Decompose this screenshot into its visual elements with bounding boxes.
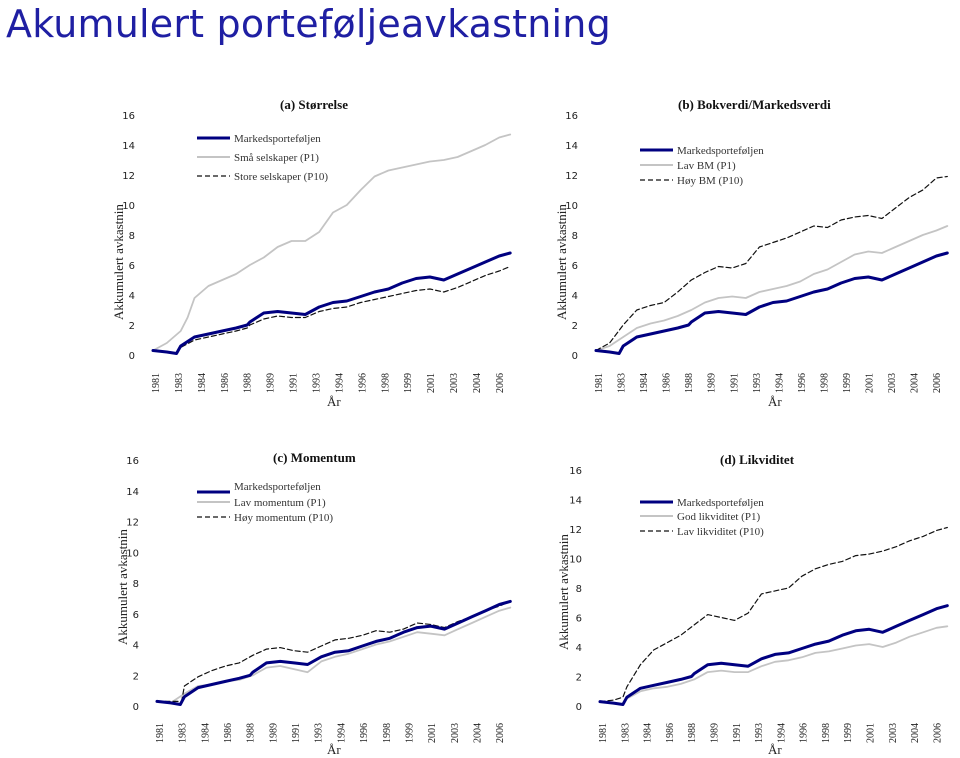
x-tick-label: 1996 <box>796 373 808 393</box>
x-tick-label: 2006 <box>932 723 944 743</box>
x-tick-label: 1993 <box>311 373 323 393</box>
x-tick-label: 2004 <box>472 373 484 393</box>
y-tick-label: 12 <box>565 171 578 182</box>
x-tick-label: 1996 <box>357 373 369 393</box>
y-tick-label: 16 <box>565 111 578 122</box>
chart-title: (d) Likviditet <box>720 452 795 467</box>
x-tick-label: 1996 <box>798 723 810 743</box>
legend-label: Markedsporteføljen <box>677 145 764 157</box>
x-tick-label: 1989 <box>706 373 718 393</box>
x-tick-label: 2003 <box>449 373 461 393</box>
x-tick-label: 2006 <box>494 373 506 393</box>
y-tick-label: 2 <box>575 672 582 684</box>
series-line-market <box>153 253 510 354</box>
y-tick-label: 14 <box>122 141 135 152</box>
x-tick-label: 2001 <box>865 723 877 743</box>
legend-label: Lav momentum (P1) <box>234 497 326 509</box>
x-tick-label: 1989 <box>265 373 277 393</box>
legend-label: God likviditet (P1) <box>677 511 761 523</box>
x-tick-label: 1986 <box>661 373 673 393</box>
y-tick-label: 8 <box>132 579 139 590</box>
x-tick-label: 1994 <box>334 373 346 393</box>
chart-title: (a) Størrelse <box>280 97 348 112</box>
y-tick-label: 10 <box>569 554 582 566</box>
legend-label: Små selskaper (P1) <box>234 152 319 164</box>
x-tick-label: 1998 <box>381 723 393 743</box>
series-line-market <box>157 601 510 704</box>
y-axis-label-group <box>115 529 130 645</box>
x-tick-label: 2004 <box>910 723 922 743</box>
page-title: Akumulert porteføljeavkastning <box>6 2 611 46</box>
y-tick-label: 4 <box>128 291 135 302</box>
x-tick-label: 1988 <box>242 373 254 393</box>
y-tick-label: 0 <box>571 351 578 362</box>
x-tick-label: 1993 <box>313 723 325 743</box>
x-tick-label: 1981 <box>155 723 166 743</box>
legend-label: Store selskaper (P10) <box>234 171 329 183</box>
y-axis-ticks <box>569 466 582 713</box>
series-group <box>157 601 510 704</box>
y-tick-label: 0 <box>575 702 582 713</box>
x-tick-label: 1986 <box>219 373 231 393</box>
x-axis-label: År <box>327 394 341 409</box>
y-tick-label: 2 <box>132 671 139 683</box>
chart-panel-b <box>548 90 960 415</box>
x-tick-label: 2001 <box>427 723 439 743</box>
legend-label: Lav likviditet (P10) <box>677 526 764 538</box>
y-axis-label: Akkumulert avkastnin <box>111 204 126 320</box>
y-axis-label: Akkumulert avkastnin <box>115 529 130 645</box>
x-tick-label: 1986 <box>223 723 235 743</box>
legend-label: Lav BM (P1) <box>677 160 736 172</box>
y-tick-label: 16 <box>569 466 582 477</box>
series-line-market <box>596 253 947 354</box>
x-tick-label: 1998 <box>819 373 831 393</box>
series-line-light <box>153 135 510 351</box>
x-tick-label: 1983 <box>177 723 189 743</box>
x-tick-label: 1999 <box>843 723 855 743</box>
x-tick-label: 1994 <box>336 723 348 743</box>
x-tick-label: 2004 <box>909 373 921 393</box>
x-tick-label: 1986 <box>664 723 676 743</box>
x-tick-label: 2006 <box>495 723 507 743</box>
x-tick-label: 1988 <box>684 373 696 393</box>
x-tick-label: 1994 <box>774 373 786 393</box>
y-tick-label: 2 <box>128 321 135 332</box>
x-tick-label: 2004 <box>472 723 484 743</box>
y-tick-label: 16 <box>122 111 135 122</box>
y-tick-label: 10 <box>122 201 135 212</box>
x-tick-label: 1981 <box>151 373 162 393</box>
y-tick-label: 12 <box>122 171 135 182</box>
y-tick-label: 8 <box>575 584 582 595</box>
x-tick-label: 1983 <box>620 723 632 743</box>
x-tick-label: 1983 <box>616 373 628 393</box>
y-tick-label: 4 <box>132 640 139 652</box>
chart-title: (b) Bokverdi/Markedsverdi <box>678 97 831 112</box>
x-tick-label: 1993 <box>754 723 766 743</box>
y-tick-label: 4 <box>575 643 582 654</box>
y-tick-label: 2 <box>571 321 578 332</box>
x-axis-ticks <box>155 723 506 743</box>
series-line-light <box>596 226 947 351</box>
y-axis-label-group <box>554 204 569 320</box>
x-tick-label: 1991 <box>291 723 303 743</box>
legend <box>640 497 764 538</box>
x-tick-label: 1988 <box>245 723 257 743</box>
y-tick-label: 8 <box>128 231 135 242</box>
x-tick-label: 2003 <box>887 373 899 393</box>
x-tick-label: 1996 <box>359 723 371 743</box>
y-tick-label: 6 <box>128 261 135 272</box>
y-tick-label: 14 <box>126 486 139 498</box>
x-tick-label: 1993 <box>751 373 763 393</box>
x-tick-label: 1999 <box>842 373 854 393</box>
legend-label: Markedsporteføljen <box>677 497 764 509</box>
x-tick-label: 1989 <box>268 723 280 743</box>
x-axis-ticks <box>594 373 943 393</box>
x-tick-label: 2001 <box>864 373 876 393</box>
x-tick-label: 1999 <box>403 373 415 393</box>
chart-panel-c <box>105 445 525 758</box>
x-tick-label: 1991 <box>729 373 741 393</box>
y-tick-label: 8 <box>571 231 578 242</box>
y-axis-label: Akkumulert avkastnin <box>554 204 569 320</box>
legend <box>197 133 328 183</box>
x-tick-label: 1991 <box>731 723 743 743</box>
series-line-market <box>600 606 947 705</box>
x-tick-label: 1984 <box>639 373 651 393</box>
y-tick-label: 6 <box>575 613 582 625</box>
y-tick-label: 10 <box>126 548 139 560</box>
x-tick-label: 1991 <box>288 373 300 393</box>
y-tick-label: 14 <box>569 495 582 507</box>
y-tick-label: 12 <box>569 525 582 536</box>
y-tick-label: 10 <box>565 201 578 212</box>
x-tick-label: 1984 <box>200 723 212 743</box>
x-tick-label: 1984 <box>196 373 208 393</box>
x-tick-label: 1988 <box>687 723 699 743</box>
x-tick-label: 1981 <box>598 723 609 743</box>
series-line-dashed <box>153 267 510 354</box>
x-axis-ticks <box>151 373 506 393</box>
legend-label: Markedsporteføljen <box>234 481 321 493</box>
y-axis-label-group <box>556 534 571 650</box>
x-tick-label: 1983 <box>173 373 185 393</box>
legend <box>197 481 333 524</box>
x-tick-label: 1998 <box>820 723 832 743</box>
x-tick-label: 1999 <box>404 723 416 743</box>
x-tick-label: 2006 <box>932 373 944 393</box>
y-tick-label: 0 <box>128 351 135 362</box>
legend-label: Markedsporteføljen <box>234 133 321 145</box>
y-axis-label-group <box>111 204 126 320</box>
chart-title: (c) Momentum <box>273 450 356 465</box>
y-tick-label: 14 <box>565 141 578 152</box>
y-tick-label: 6 <box>132 609 139 621</box>
chart-panel-d <box>548 445 960 758</box>
chart-panel-a <box>105 90 525 415</box>
x-tick-label: 1989 <box>709 723 721 743</box>
series-line-light <box>600 626 947 704</box>
series-group <box>153 135 510 354</box>
y-axis-label: Akkumulert avkastnin <box>556 534 571 650</box>
x-tick-label: 1981 <box>594 373 605 393</box>
legend-label: Høy BM (P10) <box>677 175 744 187</box>
x-axis-label: År <box>768 742 782 757</box>
y-tick-label: 4 <box>571 291 578 302</box>
legend-label: Høy momentum (P10) <box>234 512 333 524</box>
series-group <box>600 528 947 705</box>
legend <box>640 145 764 187</box>
series-line-dashed <box>600 528 947 702</box>
x-tick-label: 1998 <box>380 373 392 393</box>
y-tick-label: 0 <box>132 702 139 713</box>
x-tick-label: 2001 <box>426 373 438 393</box>
x-axis-label: År <box>768 394 782 409</box>
x-axis-ticks <box>598 723 943 743</box>
y-tick-label: 6 <box>571 261 578 272</box>
x-tick-label: 2003 <box>449 723 461 743</box>
y-tick-label: 12 <box>126 517 139 529</box>
x-tick-label: 1994 <box>776 723 788 743</box>
x-tick-label: 2003 <box>887 723 899 743</box>
x-tick-label: 1984 <box>642 723 654 743</box>
y-tick-label: 16 <box>126 456 139 467</box>
x-axis-label: År <box>327 742 341 757</box>
series-group <box>596 177 947 354</box>
